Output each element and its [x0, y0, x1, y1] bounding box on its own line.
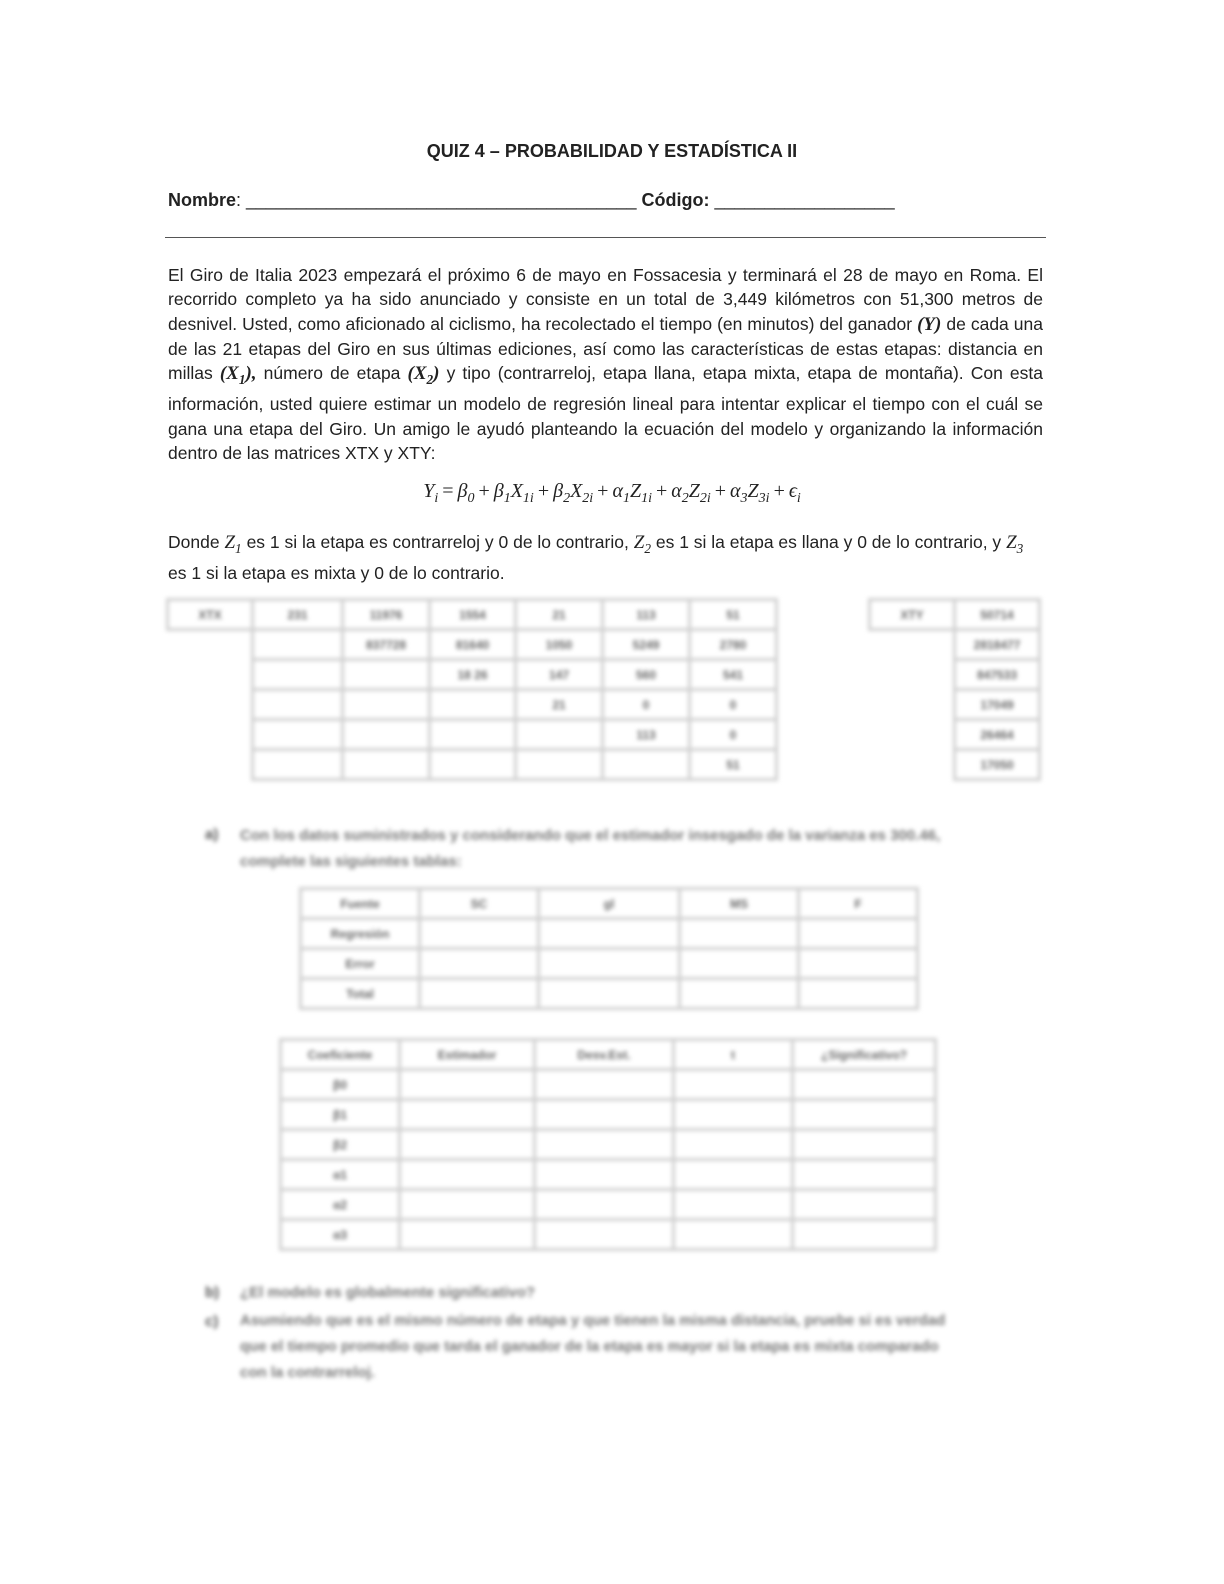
- code-label: Código:: [641, 190, 710, 210]
- coef-cell: [793, 1130, 936, 1160]
- anova-cell: [680, 979, 799, 1009]
- xtx-cell: 0: [603, 690, 690, 720]
- xty-spacer: [870, 690, 955, 720]
- xtx-cell: 5249: [603, 630, 690, 660]
- anova-row: [301, 949, 918, 979]
- xty-spacer: [870, 630, 955, 660]
- coef-name: α3: [281, 1220, 400, 1250]
- anova-header-row: [301, 889, 918, 919]
- coef-name: β1: [281, 1100, 400, 1130]
- coef-cell: [535, 1130, 674, 1160]
- intro-text-3: número de etapa: [263, 363, 401, 384]
- anova-cell: [420, 979, 539, 1009]
- xtx-cell: [516, 750, 603, 780]
- header-divider: [165, 237, 1046, 238]
- question-c-line-3: con la contrarreloj.: [240, 1364, 376, 1381]
- anova-source: Total: [301, 979, 420, 1009]
- coefficient-table: [279, 1038, 937, 1251]
- coef-name: α2: [281, 1190, 400, 1220]
- xty-row: [870, 720, 1040, 750]
- coef-cell: [535, 1220, 674, 1250]
- coef-cell: [400, 1130, 535, 1160]
- question-c-text: [240, 1308, 1045, 1386]
- question-c-line-2: que el tiempo promedio que tarda el ganador de la etapa es mayor si la etapa es mixta comparado: [240, 1338, 939, 1355]
- xtx-cell: 147: [516, 660, 603, 690]
- xtx-cell: [516, 720, 603, 750]
- coef-row: [281, 1100, 936, 1130]
- question-a-letter: a): [205, 826, 219, 843]
- y-symbol: (Y): [917, 313, 942, 335]
- name-field: _______________________________________: [246, 190, 637, 210]
- question-a-text: [240, 823, 1040, 875]
- coef-cell: [535, 1190, 674, 1220]
- coef-cell: [793, 1160, 936, 1190]
- xtx-cell: [253, 690, 343, 720]
- xtx-spacer: [168, 720, 253, 750]
- name-code-line: Nombre: _______________________________________ Código: __________________: [168, 190, 895, 210]
- xtx-row: [168, 600, 777, 630]
- coef-name: β0: [281, 1070, 400, 1100]
- intro-paragraph: [168, 263, 1043, 465]
- note-text-3: es 1 si la etapa es llana y 0 de lo contrario, y: [655, 532, 1002, 552]
- xtx-cell: [343, 750, 430, 780]
- xty-label: XTY: [870, 600, 955, 630]
- xty-matrix: [868, 598, 1041, 781]
- xtx-cell: 0: [690, 690, 777, 720]
- xtx-cell: [253, 660, 343, 690]
- dummy-definition: Donde $Z_1$ es 1 si la etapa es contrarreloj y 0 de lo contrario, $Z_2$ es 1 si la etapa es llana y 0 de lo contrario, y $Z_3$ es 1 si la etapa es mixta y 0 de lo contrario.: [168, 532, 1024, 584]
- xtx-cell: 113: [603, 720, 690, 750]
- coef-row: [281, 1160, 936, 1190]
- xty-spacer: [870, 660, 955, 690]
- coef-cell: [535, 1160, 674, 1190]
- xtx-cell: 51: [690, 750, 777, 780]
- coef-cell: [674, 1160, 793, 1190]
- xtx-cell: 837728: [343, 630, 430, 660]
- xtx-spacer: [168, 630, 253, 660]
- coef-header: Estimador: [400, 1040, 535, 1070]
- coef-cell: [674, 1130, 793, 1160]
- anova-cell: [420, 949, 539, 979]
- coef-header: Desv.Est.: [535, 1040, 674, 1070]
- xtx-cell: [430, 750, 516, 780]
- xtx-cell: [253, 720, 343, 750]
- xty-cell: 2818477: [955, 630, 1040, 660]
- question-c-letter: c): [205, 1313, 219, 1330]
- xtx-cell: 18 26: [430, 660, 516, 690]
- coef-cell: [793, 1220, 936, 1250]
- xty-cell: 26464: [955, 720, 1040, 750]
- note-text-2: es 1 si la etapa es contrarreloj y 0 de lo contrario,: [246, 532, 629, 552]
- question-c-line-1: Asumiendo que es el mismo número de etapa y que tienen la misma distancia, pruebe si es verdad: [240, 1312, 946, 1329]
- xtx-cell: 11976: [343, 600, 430, 630]
- coef-row: [281, 1070, 936, 1100]
- coef-row: [281, 1220, 936, 1250]
- coef-cell: [674, 1070, 793, 1100]
- anova-header: MS: [680, 889, 799, 919]
- coef-row: [281, 1190, 936, 1220]
- code-field: __________________: [714, 190, 895, 210]
- xtx-cell: [343, 660, 430, 690]
- anova-cell: [799, 949, 918, 979]
- coef-name: α1: [281, 1160, 400, 1190]
- intro-text-2: de cada una de las 21 etapas del Giro en sus últimas ediciones, así como las características de estas etapas: distancia en millas: [168, 313, 1043, 384]
- xtx-spacer: [168, 750, 253, 780]
- xtx-cell: [253, 750, 343, 780]
- coef-cell: [400, 1070, 535, 1100]
- coef-header-row: [281, 1040, 936, 1070]
- name-label: Nombre: [168, 190, 237, 210]
- xtx-cell: 0: [690, 720, 777, 750]
- anova-header: gl: [539, 889, 680, 919]
- x2-symbol: $(X_2)$: [407, 363, 440, 387]
- question-b-letter: b): [205, 1284, 220, 1301]
- xtx-cell: 231: [253, 600, 343, 630]
- xtx-cell: [343, 720, 430, 750]
- xty-row: [870, 750, 1040, 780]
- xtx-cell: [603, 750, 690, 780]
- anova-source: Error: [301, 949, 420, 979]
- anova-header: F: [799, 889, 918, 919]
- page-title: QUIZ 4 – PROBABILIDAD Y ESTADÍSTICA II: [426, 141, 798, 161]
- coef-cell: [793, 1070, 936, 1100]
- xty-cell: 17050: [955, 750, 1040, 780]
- xty-row: [870, 630, 1040, 660]
- question-a-line-1: Con los datos suministrados y considerando que el estimador insesgado de la varianza es 300.46,: [240, 827, 941, 844]
- xtx-row: [168, 690, 777, 720]
- xtx-cell: 51: [690, 600, 777, 630]
- model-equation: $Y_i = \beta_0 + \beta_1X_{1i} + \beta_2X_{2i} + \alpha_1Z_{1i} + \alpha_2Z_{2i} + \alpha_3Z_{3i} + \epsilon_i$: [423, 480, 801, 506]
- xtx-cell: 541: [690, 660, 777, 690]
- xty-spacer: [870, 750, 955, 780]
- anova-cell: [539, 979, 680, 1009]
- anova-cell: [420, 919, 539, 949]
- anova-cell: [680, 919, 799, 949]
- coef-cell: [400, 1220, 535, 1250]
- anova-cell: [680, 949, 799, 979]
- note-text-4: es 1 si la etapa es mixta y 0 de lo contrario.: [168, 563, 505, 584]
- anova-row: [301, 919, 918, 949]
- coef-cell: [674, 1100, 793, 1130]
- coef-row: [281, 1130, 936, 1160]
- anova-cell: [539, 919, 680, 949]
- xtx-cell: 2780: [690, 630, 777, 660]
- question-a-line-2: complete las siguientes tablas:: [240, 853, 462, 870]
- xty-row: [870, 690, 1040, 720]
- xtx-row: [168, 630, 777, 660]
- xtx-matrix: [166, 598, 778, 781]
- xtx-cell: [343, 690, 430, 720]
- xtx-spacer: [168, 690, 253, 720]
- anova-row: [301, 979, 918, 1009]
- xtx-row: [168, 720, 777, 750]
- xtx-cell: [430, 690, 516, 720]
- anova-cell: [539, 949, 680, 979]
- coef-cell: [793, 1190, 936, 1220]
- xtx-cell: 1050: [516, 630, 603, 660]
- anova-header: SC: [420, 889, 539, 919]
- question-b-text: ¿El modelo es globalmente significativo?: [240, 1284, 536, 1301]
- anova-source: Regresión: [301, 919, 420, 949]
- coef-header: t: [674, 1040, 793, 1070]
- anova-cell: [799, 979, 918, 1009]
- xtx-cell: [253, 630, 343, 660]
- coef-cell: [535, 1070, 674, 1100]
- anova-table: [299, 887, 919, 1010]
- coef-cell: [400, 1100, 535, 1130]
- coef-cell: [674, 1220, 793, 1250]
- xty-cell: 847533: [955, 660, 1040, 690]
- coef-name: β2: [281, 1130, 400, 1160]
- xtx-label: XTX: [168, 600, 253, 630]
- xty-row: [870, 600, 1040, 630]
- anova-cell: [799, 919, 918, 949]
- xtx-row: [168, 750, 777, 780]
- anova-header: Fuente: [301, 889, 420, 919]
- coef-cell: [674, 1190, 793, 1220]
- xtx-spacer: [168, 660, 253, 690]
- xtx-row: [168, 660, 777, 690]
- xty-cell: 50714: [955, 600, 1040, 630]
- coef-cell: [793, 1100, 936, 1130]
- coef-cell: [535, 1100, 674, 1130]
- note-text-1: Donde: [168, 532, 220, 552]
- xtx-cell: 560: [603, 660, 690, 690]
- x1-symbol: $(X_1)$,: [219, 363, 257, 387]
- xtx-cell: 21: [516, 600, 603, 630]
- intro-text-1: El Giro de Italia 2023 empezará el próximo 6 de mayo en Fossacesia y terminará el 28 de mayo en Roma. El recorrido completo ya ha sido anunciado y consiste en un total de 3,449 kilómetros con 51,300 metros de desnivel. Usted, como aficionado al ciclismo, ha recolectado el tiempo (en minutos) del ganador: [168, 265, 1043, 334]
- coef-header: Coeficiente: [281, 1040, 400, 1070]
- xty-row: [870, 660, 1040, 690]
- xty-spacer: [870, 720, 955, 750]
- coef-cell: [400, 1160, 535, 1190]
- xtx-cell: [430, 720, 516, 750]
- coef-cell: [400, 1190, 535, 1220]
- xtx-cell: 113: [603, 600, 690, 630]
- xtx-cell: 21: [516, 690, 603, 720]
- xtx-cell: 1554: [430, 600, 516, 630]
- xtx-cell: 81640: [430, 630, 516, 660]
- coef-header: ¿Significativo?: [793, 1040, 936, 1070]
- xty-cell: 17049: [955, 690, 1040, 720]
- intro-text-4: y tipo (contrarreloj, etapa llana, etapa mixta, etapa de montaña). Con esta información, usted quiere estimar un modelo de regresión lineal para intentar explicar el tiempo con el cuál se gana una etapa del Giro. Un amigo le ayudó planteando la ecuación del modelo y organizando la información dentro de las matrices XTX y XTY:: [168, 363, 1043, 463]
